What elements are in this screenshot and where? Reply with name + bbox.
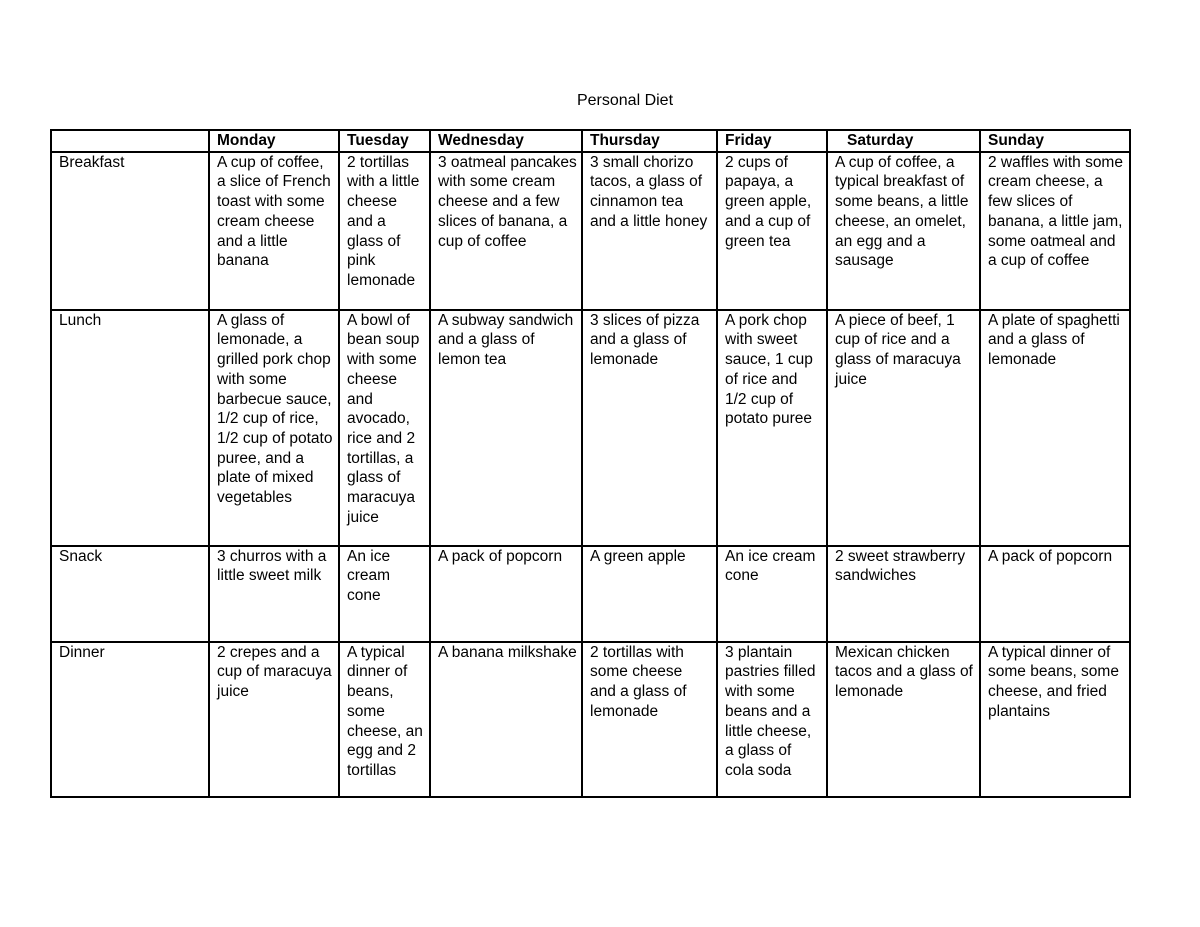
lunch-wednesday: A subway sandwich and a glass of lemon tea bbox=[430, 310, 582, 546]
meal-label-dinner: Dinner bbox=[51, 642, 209, 797]
meal-row-dinner bbox=[51, 642, 1130, 797]
snack-thursday: A green apple bbox=[582, 546, 717, 642]
breakfast-sunday: 2 waffles with some cream cheese, a few slices of banana, a little jam, some oatmeal and a cup of coffee bbox=[980, 152, 1130, 310]
meal-label-lunch: Lunch bbox=[51, 310, 209, 546]
dinner-thursday: 2 tortillas with some cheese and a glass of lemonade bbox=[582, 642, 717, 797]
lunch-thursday: 3 slices of pizza and a glass of lemonade bbox=[582, 310, 717, 546]
dinner-monday: 2 crepes and a cup of maracuya juice bbox=[209, 642, 339, 797]
breakfast-friday: 2 cups of papaya, a green apple, and a cup of green tea bbox=[717, 152, 827, 310]
breakfast-monday: A cup of coffee, a slice of French toast with some cream cheese and a little banana bbox=[209, 152, 339, 310]
breakfast-saturday: A cup of coffee, a typical breakfast of some beans, a little cheese, an omelet, an egg and a sausage bbox=[827, 152, 980, 310]
dinner-tuesday: A typical dinner of beans, some cheese, an egg and 2 tortillas bbox=[339, 642, 430, 797]
day-header-monday: Monday bbox=[209, 130, 339, 152]
meal-label-breakfast: Breakfast bbox=[51, 152, 209, 310]
meal-row-snack bbox=[51, 546, 1130, 642]
day-header-tuesday: Tuesday bbox=[339, 130, 430, 152]
meal-row-lunch bbox=[51, 310, 1130, 546]
dinner-wednesday: A banana milkshake bbox=[430, 642, 582, 797]
meal-label-snack: Snack bbox=[51, 546, 209, 642]
day-header-friday: Friday bbox=[717, 130, 827, 152]
snack-tuesday: An ice cream cone bbox=[339, 546, 430, 642]
snack-sunday: A pack of popcorn bbox=[980, 546, 1130, 642]
lunch-friday: A pork chop with sweet sauce, 1 cup of rice and 1/2 cup of potato puree bbox=[717, 310, 827, 546]
lunch-sunday: A plate of spaghetti and a glass of lemonade bbox=[980, 310, 1130, 546]
snack-monday: 3 churros with a little sweet milk bbox=[209, 546, 339, 642]
dinner-friday: 3 plantain pastries filled with some beans and a little cheese, a glass of cola soda bbox=[717, 642, 827, 797]
day-header-sunday: Sunday bbox=[980, 130, 1130, 152]
snack-friday: An ice cream cone bbox=[717, 546, 827, 642]
dinner-sunday: A typical dinner of some beans, some cheese, and fried plantains bbox=[980, 642, 1130, 797]
day-header-wednesday: Wednesday bbox=[430, 130, 582, 152]
lunch-tuesday: A bowl of bean soup with some cheese and avocado, rice and 2 tortillas, a glass of maracuya juice bbox=[339, 310, 430, 546]
header-row bbox=[51, 130, 1130, 152]
snack-saturday: 2 sweet strawberry sandwiches bbox=[827, 546, 980, 642]
breakfast-thursday: 3 small chorizo tacos, a glass of cinnamon tea and a little honey bbox=[582, 152, 717, 310]
page-title: Personal Diet bbox=[576, 92, 674, 109]
meal-row-breakfast bbox=[51, 152, 1130, 310]
snack-wednesday: A pack of popcorn bbox=[430, 546, 582, 642]
breakfast-wednesday: 3 oatmeal pancakes with some cream cheese and a few slices of banana, a cup of coffee bbox=[430, 152, 582, 310]
breakfast-tuesday: 2 tortillas with a little cheese and a glass of pink lemonade bbox=[339, 152, 430, 310]
day-header-thursday: Thursday bbox=[582, 130, 717, 152]
lunch-monday: A glass of lemonade, a grilled pork chop with some barbecue sauce, 1/2 cup of rice, 1/2 cup of potato puree, and a plate of mixed vegetables bbox=[209, 310, 339, 546]
lunch-saturday: A piece of beef, 1 cup of rice and a glass of maracuya juice bbox=[827, 310, 980, 546]
day-header-saturday: Saturday bbox=[827, 130, 980, 152]
dinner-saturday: Mexican chicken tacos and a glass of lemonade bbox=[827, 642, 980, 797]
diet-table bbox=[50, 129, 1131, 798]
corner-cell bbox=[51, 130, 209, 152]
